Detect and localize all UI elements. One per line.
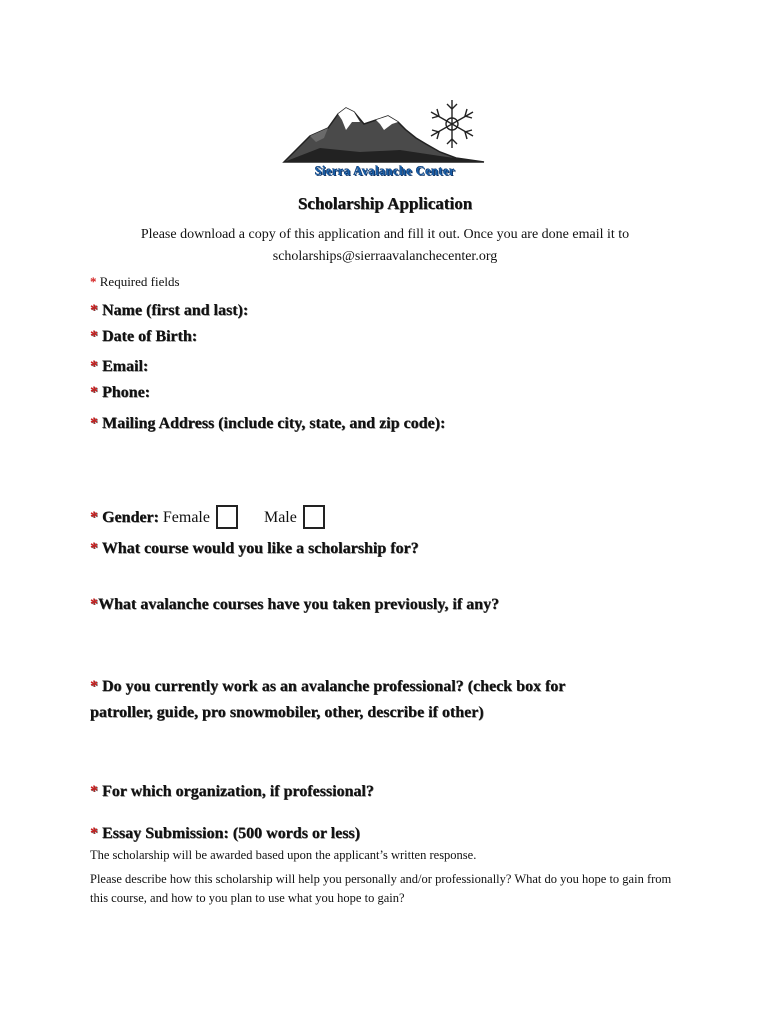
required-star: * — [90, 274, 97, 289]
required-star: * — [90, 415, 98, 432]
previous-courses-label: What avalanche courses have you taken previously, if any? — [98, 596, 500, 613]
course-question — [90, 540, 419, 558]
essay-description-2: Please describe how this scholarship will help you personally and/or professionally? What do you hope to gain from this course, and how to you plan to use what you hope to gain? — [90, 872, 672, 905]
professional-label: Do you currently work as an avalanche professional? (check box for patroller, guide, pro snowmobiler, other, describe if other) — [90, 678, 566, 721]
address-question — [90, 415, 445, 433]
essay-description-1: The scholarship will be awarded based upon the applicant’s written response. — [90, 848, 477, 862]
gender-option-female-label: Female — [158, 509, 210, 526]
gender-option-male-label: Male — [263, 509, 297, 526]
required-star: * — [90, 596, 98, 613]
required-star: * — [90, 328, 98, 345]
address-label: Mailing Address (include city, state, and zip code): — [98, 415, 446, 432]
essay-label: Essay Submission: (500 words or less) — [98, 825, 360, 842]
required-star: * — [90, 540, 98, 557]
email-label: Email: — [98, 358, 149, 375]
phone-label: Phone: — [98, 384, 150, 401]
gender-label: Gender: — [98, 509, 159, 526]
required-fields-text: Required fields — [96, 274, 180, 289]
required-star: * — [90, 384, 98, 401]
required-star: * — [90, 783, 98, 800]
female-checkbox[interactable] — [216, 505, 238, 529]
essay-question — [90, 825, 360, 843]
intro-text: Please download a copy of this application and fill it out. Once you are done email it to scholarships@sierraavalanchecenter.org — [140, 227, 630, 264]
required-star: * — [90, 509, 98, 526]
name-question — [90, 302, 248, 320]
email-question — [90, 358, 148, 376]
organization-question — [90, 783, 374, 801]
required-fields-note — [90, 274, 180, 290]
previous-courses-question — [90, 596, 499, 614]
page-title: Scholarship Application — [297, 194, 473, 213]
organization-label: For which organization, if professional? — [98, 783, 374, 800]
required-star: * — [90, 825, 98, 842]
phone-question — [90, 384, 150, 402]
course-label: What course would you like a scholarship for? — [98, 540, 419, 557]
gender-question — [90, 505, 325, 529]
name-label: Name (first and last): — [98, 302, 249, 319]
required-star: * — [90, 358, 98, 375]
org-name: Sierra Avalanche Center — [314, 164, 456, 178]
dob-question — [90, 328, 197, 346]
dob-label: Date of Birth: — [98, 328, 198, 345]
professional-question — [90, 674, 610, 726]
required-star: * — [90, 302, 98, 319]
required-star: * — [90, 678, 98, 695]
male-checkbox[interactable] — [303, 505, 325, 529]
